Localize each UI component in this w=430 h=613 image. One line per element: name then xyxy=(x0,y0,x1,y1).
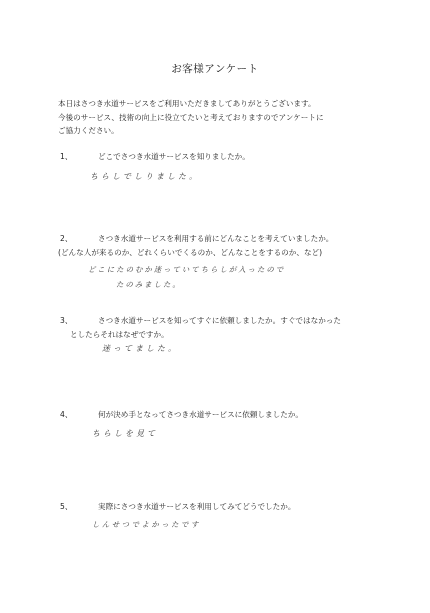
question-3-line-2: としたらそれはなぜですか。 xyxy=(70,330,169,339)
question-text: さつき水道サービスを利用する前にどんなことを考えていましたか。 xyxy=(98,234,334,243)
answer-5: しんせつでよかったです xyxy=(92,520,201,529)
question-number: 1、 xyxy=(60,152,73,161)
answer-3: 迷ってました。 xyxy=(102,344,179,353)
intro-line: 今後のサービス、技術の向上に役立てたいと考えておりますのでアンケートに xyxy=(58,112,324,122)
answer-2-line-2: たのみました。 xyxy=(116,280,182,289)
question-text: 実際にさつき水道サービスを利用してみてどうでしたか。 xyxy=(98,502,296,511)
intro-text xyxy=(58,97,398,138)
page-title: お客様アンケート xyxy=(171,63,259,75)
answer-1: ちらしでしりました。 xyxy=(90,172,200,181)
question-text: 何が決め手となってさつき水道サービスに依頼しましたか。 xyxy=(98,410,304,419)
question-text: どこでさつき水道サービスを知りましたか。 xyxy=(98,152,250,161)
question-number: 4、 xyxy=(60,410,73,419)
question-number: 3、 xyxy=(60,316,73,325)
answer-2-line-1: どこにたのむか迷っていてちらしが入ったので xyxy=(88,265,286,274)
question-text: さつき水道サービスを知ってすぐに依頼しましたか。すぐではなかった xyxy=(98,316,341,325)
intro-line: 本日はさつき水道サービスをご利用いただきましてありがとうございます。 xyxy=(58,99,316,108)
intro-line: ご協力ください。 xyxy=(58,126,119,135)
question-2-sub: (どんな人が来るのか、どれくらいでくるのか、どんなことをするのか、など) xyxy=(58,248,323,257)
answer-4: ちらしを見て xyxy=(92,429,158,438)
question-number: 5、 xyxy=(60,502,73,511)
question-number: 2、 xyxy=(60,234,73,243)
